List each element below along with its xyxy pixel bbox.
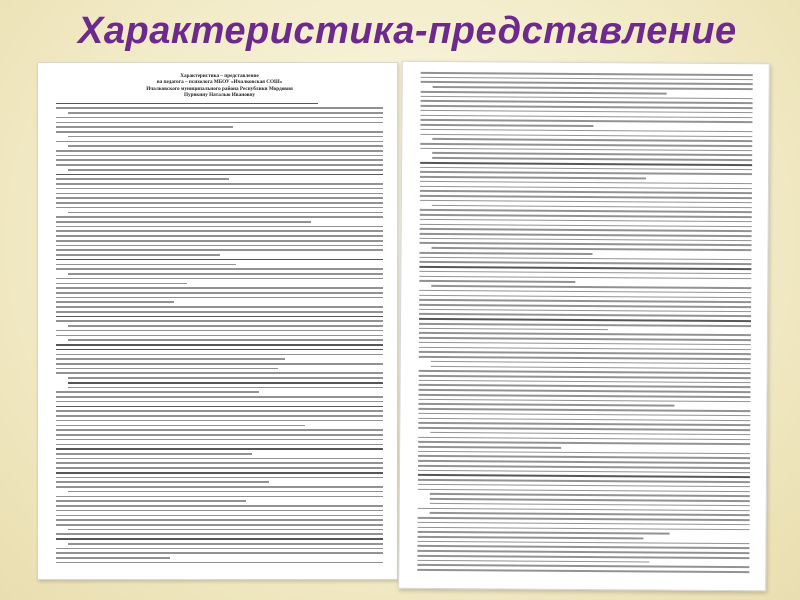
- text-line: [68, 112, 383, 114]
- text-line: [56, 297, 383, 299]
- text-line: [56, 287, 383, 289]
- text-line: [419, 337, 751, 341]
- text-line: [56, 159, 383, 161]
- text-line: [418, 403, 674, 406]
- text-line: [56, 103, 318, 105]
- text-line: [419, 299, 751, 303]
- text-line: [56, 448, 383, 450]
- text-line: [68, 169, 383, 171]
- text-line: [56, 354, 383, 356]
- text-line: [419, 380, 751, 384]
- text-line: [420, 214, 752, 218]
- header-line: на педагога – психолога МБОУ «Ичалковская СОШ»: [156, 79, 283, 86]
- text-line: [418, 417, 750, 421]
- text-line: [68, 543, 383, 545]
- text-line: [56, 458, 383, 460]
- text-line: [56, 496, 383, 498]
- text-line: [419, 384, 751, 388]
- text-line: [417, 545, 749, 549]
- text-line: [421, 91, 667, 94]
- text-line: [420, 124, 593, 127]
- text-line: [56, 335, 383, 337]
- document-header: [56, 73, 383, 99]
- text-line: [56, 548, 383, 550]
- text-line: [56, 240, 383, 242]
- text-line: [419, 266, 751, 270]
- text-line: [419, 275, 751, 279]
- text-line: [420, 162, 752, 166]
- text-line: [56, 207, 383, 209]
- text-line: [56, 330, 383, 332]
- text-line: [419, 394, 751, 398]
- text-line: [68, 273, 383, 275]
- text-line: [56, 453, 252, 455]
- text-line: [420, 252, 593, 255]
- text-line: [419, 280, 575, 283]
- text-line: [419, 351, 751, 355]
- text-line: [420, 200, 752, 204]
- text-line: [417, 569, 749, 573]
- text-line: [432, 247, 752, 251]
- text-line: [430, 512, 750, 516]
- text-line: [56, 216, 383, 218]
- text-line: [56, 174, 383, 176]
- text-line: [419, 342, 751, 346]
- text-line: [56, 292, 383, 294]
- text-line: [419, 261, 751, 265]
- slide-title: Характеристика-представление: [78, 10, 737, 52]
- text-line: [56, 306, 383, 308]
- text-line: [433, 86, 753, 90]
- text-line: [430, 432, 750, 436]
- text-line: [56, 358, 285, 360]
- text-line: [56, 467, 383, 469]
- text-line: [56, 505, 383, 507]
- text-line: [420, 190, 752, 194]
- header-line: Характеристика – представление: [180, 73, 259, 79]
- text-line: [56, 552, 383, 554]
- text-line: [56, 164, 383, 166]
- text-line: [56, 519, 383, 521]
- text-line: [56, 320, 383, 322]
- text-line: [56, 245, 383, 247]
- text-line: [420, 195, 752, 199]
- text-line: [56, 486, 383, 488]
- text-line: [56, 510, 383, 512]
- text-line: [419, 346, 751, 350]
- text-line: [68, 325, 383, 327]
- text-line: [419, 256, 751, 260]
- text-line: [56, 131, 383, 133]
- text-line: [56, 406, 383, 408]
- text-line: [56, 202, 383, 204]
- text-line: [418, 427, 750, 431]
- header-line: Пурвкину Наталью Ивановну: [183, 92, 256, 99]
- text-line: [418, 517, 750, 521]
- text-line: [56, 425, 305, 427]
- text-line: [56, 264, 236, 266]
- text-line: [417, 564, 749, 568]
- text-line: [420, 133, 752, 137]
- header-line: Ичалковского муниципального района Республики Мордовия: [146, 85, 293, 92]
- text-line: [68, 377, 383, 379]
- text-line: [418, 399, 750, 403]
- text-line: [418, 413, 750, 417]
- text-line: [431, 361, 751, 365]
- text-line: [56, 515, 383, 517]
- text-line: [56, 391, 259, 393]
- text-line: [419, 356, 751, 360]
- text-line: [56, 259, 383, 261]
- document-body-text: [417, 72, 752, 573]
- text-line: [418, 479, 750, 483]
- text-line: [418, 526, 750, 530]
- text-line: [420, 209, 752, 213]
- text-line: [419, 370, 751, 374]
- text-line: [421, 81, 753, 85]
- text-line: [56, 183, 383, 185]
- text-line: [56, 197, 383, 199]
- text-line: [418, 531, 670, 534]
- text-line: [420, 167, 752, 171]
- text-line: [432, 204, 752, 208]
- text-line: [56, 500, 246, 502]
- text-line: [418, 536, 644, 539]
- text-line: [421, 96, 753, 100]
- text-line: [419, 318, 751, 322]
- text-line: [420, 185, 752, 189]
- text-line: [56, 150, 383, 152]
- text-line: [56, 311, 383, 313]
- text-line: [68, 387, 383, 389]
- text-line: [56, 462, 383, 464]
- text-line: [420, 223, 752, 227]
- text-line: [420, 119, 752, 123]
- text-line: [56, 538, 383, 540]
- text-line: [418, 507, 750, 511]
- text-line: [56, 316, 383, 318]
- text-line: [56, 363, 383, 365]
- text-line: [418, 446, 561, 449]
- text-line: [432, 138, 752, 142]
- text-line: [420, 219, 752, 223]
- text-line: [430, 498, 750, 502]
- text-line: [418, 408, 750, 412]
- text-line: [56, 481, 269, 483]
- text-line: [56, 415, 383, 417]
- text-line: [56, 278, 383, 280]
- text-line: [419, 313, 751, 317]
- text-line: [418, 436, 750, 440]
- text-line: [418, 460, 750, 464]
- text-line: [56, 268, 383, 270]
- text-line: [56, 283, 187, 285]
- text-line: [56, 254, 220, 256]
- text-line: [56, 126, 233, 128]
- text-line: [56, 372, 383, 374]
- text-line: [56, 226, 383, 228]
- text-line: [419, 328, 608, 331]
- text-line: [420, 238, 752, 242]
- text-line: [56, 349, 383, 351]
- text-line: [56, 439, 383, 441]
- text-line: [56, 122, 383, 124]
- text-line: [56, 477, 383, 479]
- text-line: [418, 484, 750, 488]
- text-line: [420, 171, 752, 175]
- text-line: [56, 368, 278, 370]
- text-line: [417, 559, 649, 562]
- text-line: [56, 221, 311, 223]
- text-line: [418, 455, 750, 459]
- text-line: [418, 470, 750, 474]
- text-line: [419, 271, 751, 275]
- text-line: [56, 472, 383, 474]
- text-line: [419, 309, 751, 313]
- text-line: [56, 420, 383, 422]
- text-line: [56, 230, 383, 232]
- text-line: [56, 117, 383, 119]
- text-line: [431, 285, 751, 289]
- text-line: [419, 323, 751, 327]
- text-line: [419, 389, 751, 393]
- text-line: [430, 503, 750, 507]
- text-line: [56, 188, 383, 190]
- text-line: [418, 441, 750, 445]
- text-line: [56, 396, 383, 398]
- text-line: [56, 155, 383, 157]
- text-line: [431, 365, 751, 369]
- text-line: [56, 235, 383, 237]
- text-line: [421, 100, 753, 104]
- text-line: [420, 148, 752, 152]
- text-line: [68, 136, 383, 138]
- text-line: [420, 114, 752, 118]
- text-line: [56, 344, 383, 346]
- text-line: [68, 145, 383, 147]
- text-line: [56, 178, 229, 180]
- text-line: [56, 141, 383, 143]
- text-line: [418, 488, 750, 492]
- text-line: [417, 541, 749, 545]
- text-line: [68, 529, 383, 531]
- text-line: [56, 410, 383, 412]
- text-line: [56, 249, 383, 251]
- text-line: [419, 294, 751, 298]
- text-line: [432, 157, 752, 161]
- text-line: [417, 555, 749, 559]
- text-line: [419, 290, 751, 294]
- text-line: [420, 181, 752, 185]
- text-line: [56, 557, 170, 559]
- text-line: [56, 107, 383, 109]
- text-line: [419, 304, 751, 308]
- text-line: [418, 465, 750, 469]
- text-line: [56, 301, 174, 303]
- text-line: [419, 332, 751, 336]
- text-line: [418, 451, 750, 455]
- text-line: [418, 474, 750, 478]
- text-line: [56, 533, 383, 535]
- text-line: [420, 176, 646, 179]
- text-line: [68, 339, 383, 341]
- text-line: [420, 129, 752, 133]
- text-line: [56, 524, 383, 526]
- text-line: [419, 375, 751, 379]
- text-line: [418, 422, 750, 426]
- document-page-1: [37, 62, 398, 580]
- text-line: [68, 491, 383, 493]
- text-line: [420, 228, 752, 232]
- document-page-2: [398, 61, 770, 592]
- text-line: [417, 550, 749, 554]
- text-line: [420, 143, 752, 147]
- text-line: [421, 72, 753, 76]
- text-line: [432, 152, 752, 156]
- text-line: [430, 493, 750, 497]
- text-line: [68, 212, 383, 214]
- text-line: [56, 429, 383, 431]
- text-line: [56, 434, 383, 436]
- text-line: [56, 401, 383, 403]
- text-line: [420, 242, 752, 246]
- text-line: [420, 233, 752, 237]
- document-body-text: [56, 103, 383, 564]
- text-line: [68, 382, 383, 384]
- text-line: [418, 522, 750, 526]
- text-line: [421, 105, 753, 109]
- text-line: [56, 193, 383, 195]
- text-line: [421, 77, 753, 81]
- text-line: [420, 110, 752, 114]
- text-line: [56, 444, 383, 446]
- text-line: [56, 562, 383, 564]
